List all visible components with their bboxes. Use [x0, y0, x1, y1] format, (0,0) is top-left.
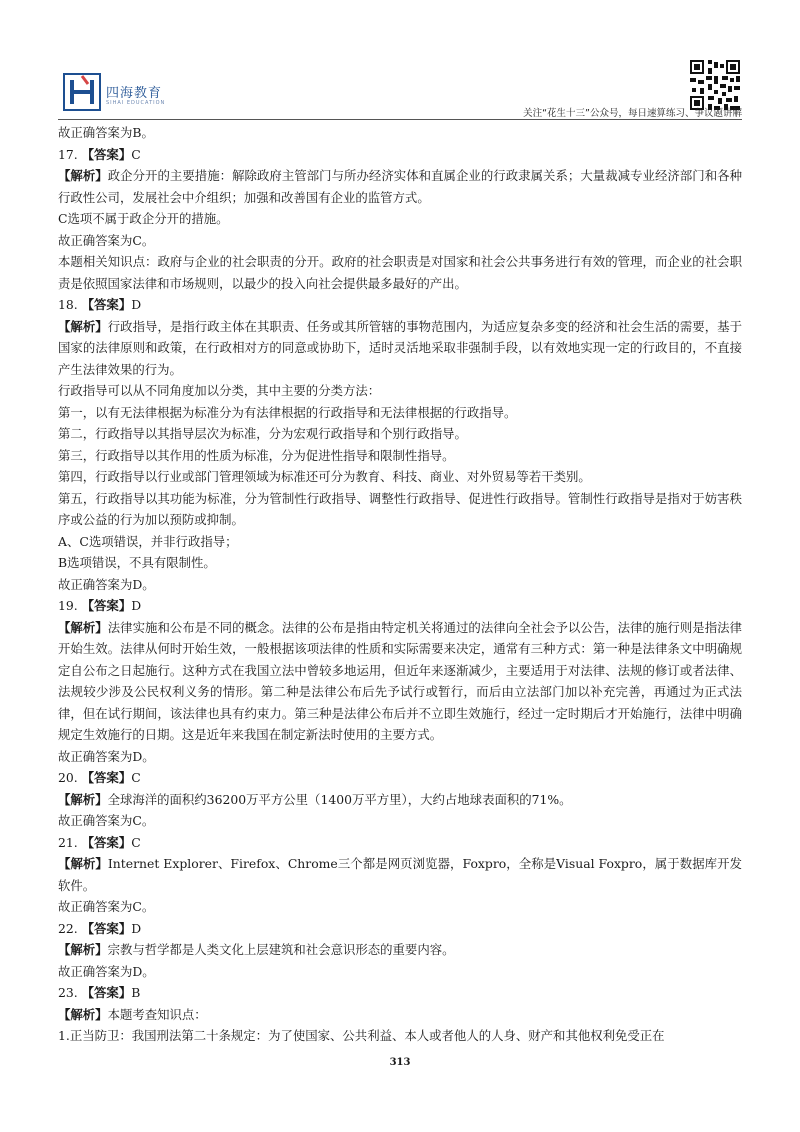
explanation-label: 【解析】 — [58, 856, 108, 871]
text-line: B选项错误，不具有限制性。 — [58, 555, 216, 570]
answer-label: 【答案】 — [81, 985, 132, 1000]
text-paragraph: 本题相关知识点：政府与企业的社会职责的分开。政府的社会职责是对国家和社会公共事务进行有效的管理，而企业的社会职责是依照国家法律和市场规则，以最少的投入向社会提供最多最好的产出。 — [58, 254, 742, 291]
text-line: 第四，行政指导以行业或部门管理领域为标准还可分为教育、科技、商业、对外贸易等若干类别。 — [58, 469, 591, 484]
explanation-text: 政企分开的主要措施：解除政府主管部门与所办经济实体和直属企业的行政隶属关系；大量裁减专业经济部门和各种行政性公司，发展社会中介组织；加强和改善国有企业的监管方式。 — [58, 168, 742, 205]
explanation-text: 本题考查知识点： — [107, 1006, 207, 1022]
question-number: 19. — [58, 598, 82, 613]
header-rule — [58, 119, 742, 120]
answer-label: 【答案】 — [81, 920, 132, 936]
answer-value: D — [131, 598, 142, 613]
question-18-explanation — [58, 316, 742, 381]
question-number: 21. — [58, 834, 82, 850]
question-23-answer — [58, 982, 742, 1004]
logo-subtext: SIHAI EDUCATION — [106, 100, 166, 106]
text-line: 1.正当防卫：我国刑法第二十条规定：为了使国家、公共利益、本人或者他人的人身、财产和其他权利免受正在 — [58, 1028, 665, 1043]
explanation-label: 【解析】 — [58, 619, 108, 635]
page-header — [0, 0, 800, 118]
text-line: 故正确答案为C。 — [58, 813, 155, 828]
question-17-explanation — [58, 165, 742, 208]
explanation-label: 【解析】 — [58, 791, 108, 807]
question-20-explanation — [58, 789, 742, 811]
question-21-explanation — [58, 853, 742, 896]
logo-text: 四海教育 — [106, 86, 163, 101]
answer-label: 【答案】 — [81, 297, 132, 312]
text-line: 第一，以有无法律根据为标准分为有法律根据的行政指导和无法律根据的行政指导。 — [58, 404, 517, 420]
answer-label: 【答案】 — [81, 598, 132, 613]
text-line: 故正确答案为D。 — [58, 748, 155, 764]
explanation-text: Internet Explorer、Firefox、Chrome三个都是网页浏览器，Foxpro，全称是Visual Foxpro，属于数据库开发软件。 — [58, 856, 742, 893]
text-line: 第二，行政指导以其指导层次为标准，分为宏观行政指导和个别行政指导。 — [58, 426, 467, 441]
answer-value: C — [131, 770, 141, 785]
answer-value: C — [131, 146, 141, 162]
text-line: 故正确答案为D。 — [58, 963, 155, 979]
text-line: C选项不属于政企分开的措施。 — [58, 211, 229, 226]
answer-value: C — [131, 834, 141, 850]
question-number: 22. — [58, 920, 82, 936]
question-20-answer — [58, 767, 742, 789]
question-23-explanation — [58, 1004, 742, 1026]
text-line: 行政指导可以从不同角度加以分类，其中主要的分类方法： — [58, 383, 381, 398]
text-line: 故正确答案为D。 — [58, 576, 155, 592]
question-18-answer — [58, 294, 742, 316]
question-21-answer — [58, 832, 742, 854]
answer-label: 【答案】 — [81, 770, 132, 785]
question-number: 17. — [58, 146, 82, 162]
text-line: 故正确答案为B。 — [58, 125, 154, 140]
answer-label: 【答案】 — [81, 146, 132, 162]
text-line: 故正确答案为C。 — [58, 232, 155, 248]
text-line: A、C选项错误，并非行政指导； — [58, 533, 238, 549]
explanation-text: 全球海洋的面积约36200万平方公里（1400万平方里），大约占地球表面积的71%。 — [107, 791, 572, 807]
explanation-text: 法律实施和公布是不同的概念。法律的公布是指由特定机关将通过的法律向全社会予以公告，法律的施行则是指法律开始生效。法律从何时开始生效，一般根据该项法律的性质和实际需要来决定，通常有三种方式：第一种是法律条文中明确规定自公布之日起施行。这种方式在我国立法中曾较多地运用，但近年来逐渐减少，主要适用于对法律、法规的修订或者法律、法规较少涉及公民权利义务的情形。第二种是法律公布后先予试行或暂行，而后由立法部门加以补充完善，再通过为正式法律，但在试行期间，该法律也具有约束力。第三种是法律公布后并不立即生效施行，经过一定时期后才开始施行，法律中明确规定生效施行的日期。这是近年来我国在制定新法时使用的主要方式。 — [58, 619, 742, 742]
explanation-text: 宗教与哲学都是人类文化上层建筑和社会意识形态的重要内容。 — [107, 942, 455, 957]
page-number: 313 — [389, 1057, 411, 1068]
text-line: 故正确答案为C。 — [58, 899, 155, 914]
explanation-label: 【解析】 — [58, 1006, 108, 1022]
question-17-answer — [58, 144, 742, 166]
answer-value: D — [131, 920, 142, 936]
question-22-answer — [58, 918, 742, 940]
question-19-answer — [58, 595, 742, 617]
text-paragraph: 第五，行政指导以其功能为标准，分为管制性行政指导、调整性行政指导、促进性行政指导。管制性行政指导是指对于妨害秩序或公益的行为加以预防或抑制。 — [58, 490, 742, 527]
answer-value: B — [131, 985, 141, 1000]
explanation-label: 【解析】 — [58, 942, 108, 957]
explanation-label: 【解析】 — [58, 168, 108, 183]
question-number: 20. — [58, 770, 82, 785]
question-19-explanation — [58, 617, 742, 746]
answer-value: D — [131, 297, 142, 312]
answer-content — [58, 122, 742, 1047]
text-line: 第三，行政指导以其作用的性质为标准，分为促进性指导和限制性指导。 — [58, 447, 455, 463]
question-22-explanation — [58, 939, 742, 961]
answer-label: 【答案】 — [81, 834, 132, 850]
question-number: 23. — [58, 985, 82, 1000]
header-slogan: 关注“花生十三”公众号，每日速算练习、争议题讲解 — [523, 108, 742, 119]
sihai-logo-icon — [62, 72, 102, 112]
question-number: 18. — [58, 297, 82, 312]
explanation-text: 行政指导，是指行政主体在其职责、任务或其所管辖的事物范围内，为适应复杂多变的经济和社会生活的需要，基于国家的法律原则和政策，在行政相对方的同意或协助下，适时灵活地采取非强制手段，以有效地实现一定的行政目的，不直接产生法律效果的行为。 — [58, 318, 742, 377]
explanation-label: 【解析】 — [58, 318, 108, 334]
qr-code-icon — [690, 60, 740, 110]
